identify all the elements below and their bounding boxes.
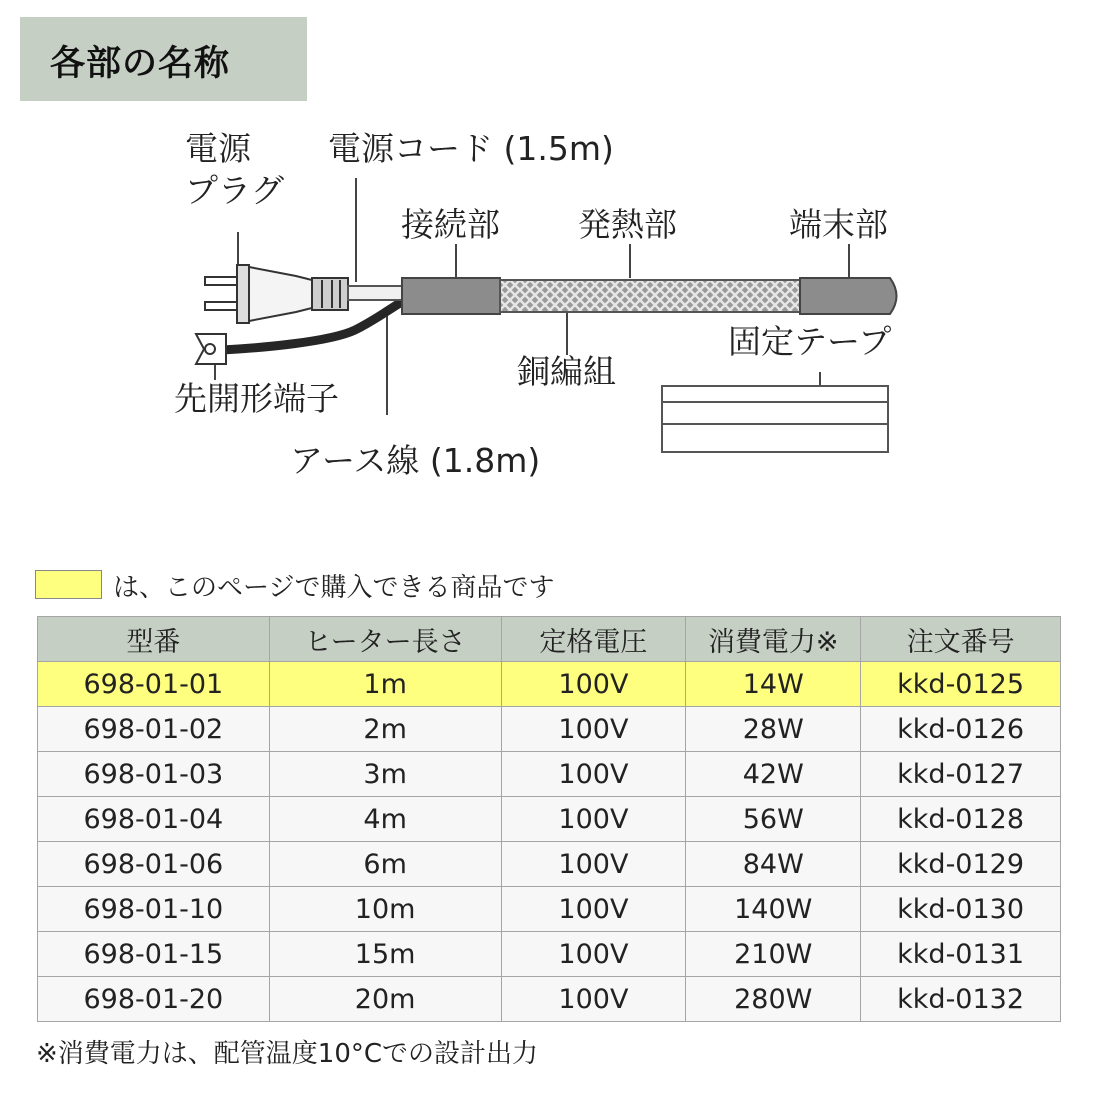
cell-voltage: 100V — [501, 842, 686, 887]
fixing-tape-shape — [662, 386, 888, 452]
cell-length: 2m — [269, 707, 501, 752]
heating-label: 発熱部 — [578, 205, 677, 244]
table-row — [38, 752, 1061, 797]
cell-order-number: kkd-0125 — [861, 662, 1061, 707]
heater-illustration — [0, 110, 1100, 510]
table-row — [38, 977, 1061, 1022]
header-voltage: 定格電圧 — [501, 617, 686, 662]
cell-voltage: 100V — [501, 932, 686, 977]
table-row — [38, 842, 1061, 887]
plug-body — [237, 265, 348, 323]
cell-power: 56W — [686, 797, 861, 842]
cell-voltage: 100V — [501, 797, 686, 842]
cell-voltage: 100V — [501, 662, 686, 707]
cord-label: 電源コード (1.5m) — [328, 129, 614, 168]
joint-label: 接続部 — [401, 205, 500, 244]
plug-prongs — [205, 277, 239, 310]
cell-power: 280W — [686, 977, 861, 1022]
cell-length: 20m — [269, 977, 501, 1022]
cell-power: 84W — [686, 842, 861, 887]
cell-model: 698-01-04 — [38, 797, 270, 842]
cell-model: 698-01-20 — [38, 977, 270, 1022]
cell-voltage: 100V — [501, 977, 686, 1022]
spec-table — [37, 616, 1061, 1022]
cell-power: 28W — [686, 707, 861, 752]
legend-text: は、このページで購入できる商品です — [113, 573, 555, 603]
tape-label: 固定テープ — [728, 322, 892, 361]
cell-length: 6m — [269, 842, 501, 887]
section-header — [20, 17, 307, 101]
cell-voltage: 100V — [501, 707, 686, 752]
header-order-number: 注文番号 — [861, 617, 1061, 662]
cell-order-number: kkd-0127 — [861, 752, 1061, 797]
heating-part — [500, 280, 800, 312]
plug-label-line1: 電源 — [185, 129, 251, 168]
cell-power: 140W — [686, 887, 861, 932]
cell-model: 698-01-06 — [38, 842, 270, 887]
power-cord — [348, 286, 403, 300]
legend-swatch — [35, 570, 102, 599]
terminal-part — [800, 278, 897, 314]
cell-length: 3m — [269, 752, 501, 797]
header-length: ヒーター長さ — [269, 617, 501, 662]
earth-wire-label: アース線 (1.8m) — [290, 441, 541, 480]
cell-model: 698-01-03 — [38, 752, 270, 797]
table-row — [38, 797, 1061, 842]
cell-model: 698-01-15 — [38, 932, 270, 977]
section-title: 各部の名称 — [50, 44, 231, 84]
braid-label: 銅編組 — [517, 352, 616, 391]
cell-length: 1m — [269, 662, 501, 707]
cell-power: 42W — [686, 752, 861, 797]
cell-length: 15m — [269, 932, 501, 977]
cell-order-number: kkd-0126 — [861, 707, 1061, 752]
cell-voltage: 100V — [501, 887, 686, 932]
cell-order-number: kkd-0132 — [861, 977, 1061, 1022]
plug-label-line2: プラグ — [185, 171, 284, 210]
table-row[interactable] — [38, 662, 1061, 707]
cell-length: 10m — [269, 887, 501, 932]
cell-model: 698-01-02 — [38, 707, 270, 752]
table-header-row — [38, 617, 1061, 662]
header-model: 型番 — [38, 617, 270, 662]
cell-model: 698-01-01 — [38, 662, 270, 707]
terminal-label: 端末部 — [789, 205, 888, 244]
table-row — [38, 932, 1061, 977]
cell-model: 698-01-10 — [38, 887, 270, 932]
cell-power: 14W — [686, 662, 861, 707]
cell-order-number: kkd-0130 — [861, 887, 1061, 932]
fork-terminal-shape — [196, 334, 226, 364]
cell-power: 210W — [686, 932, 861, 977]
cell-order-number: kkd-0128 — [861, 797, 1061, 842]
header-power: 消費電力※ — [686, 617, 861, 662]
cell-voltage: 100V — [501, 752, 686, 797]
joint-part — [402, 278, 500, 314]
cell-order-number: kkd-0131 — [861, 932, 1061, 977]
cell-order-number: kkd-0129 — [861, 842, 1061, 887]
footnote: ※消費電力は、配管温度10°Cでの設計出力 — [36, 1039, 539, 1069]
cell-length: 4m — [269, 797, 501, 842]
table-row — [38, 887, 1061, 932]
forked-terminal-label: 先開形端子 — [174, 379, 339, 418]
table-row — [38, 707, 1061, 752]
parts-diagram — [0, 110, 1100, 510]
